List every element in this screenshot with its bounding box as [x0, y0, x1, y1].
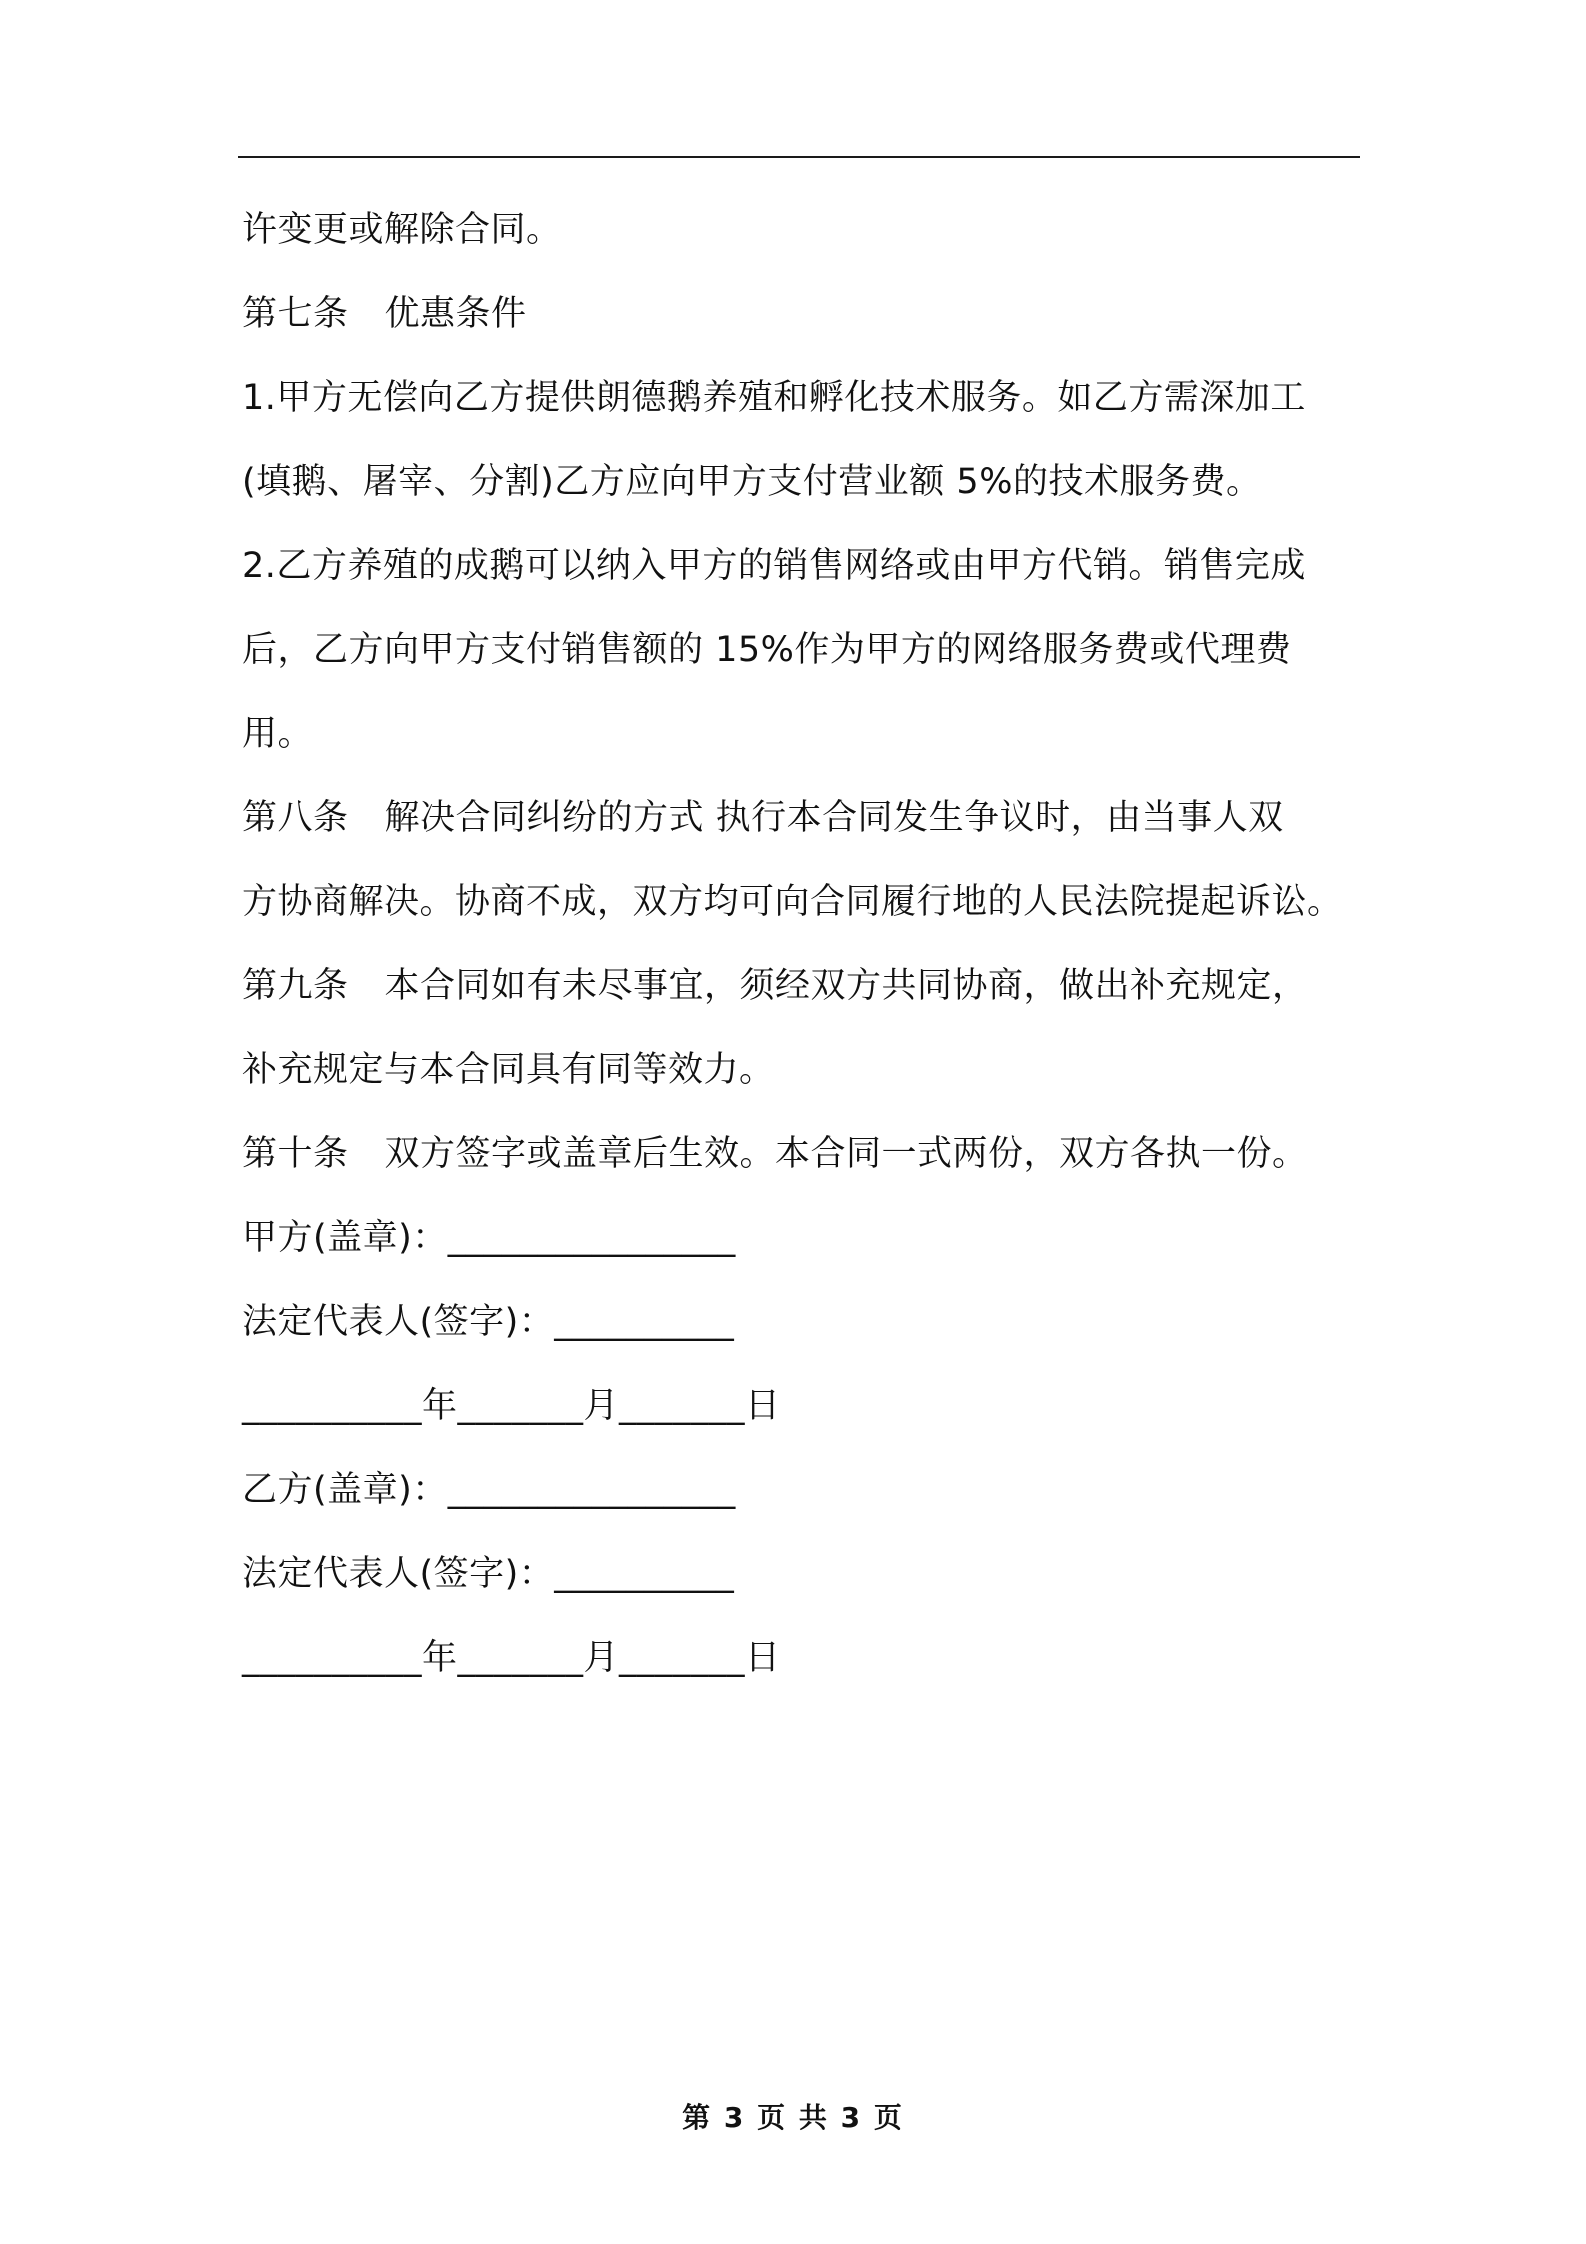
paragraph-line: 2.乙方养殖的成鹅可以纳入甲方的销售网络或由甲方代销。销售完成 — [242, 546, 1306, 586]
paragraph-line: 方协商解决。协商不成，双方均可向合同履行地的人民法院提起诉讼。 — [242, 882, 1343, 922]
article-text: 解决合同纠纷的方式 执行本合同发生争议时，由当事人双 — [384, 798, 1284, 838]
article-number: 第九条 — [242, 966, 349, 1006]
article-9-heading — [242, 944, 1362, 1028]
party-b-representative-line: 法定代表人(签字)：__________ — [242, 1554, 735, 1594]
paragraph-line: 1.甲方无偿向乙方提供朗德鹅养殖和孵化技术服务。如乙方需深加工 — [242, 378, 1306, 418]
party-b-date-line: __________年_______月_______日 — [242, 1638, 781, 1678]
paragraph-line: 后，乙方向甲方支付销售额的 15%作为甲方的网络服务费或代理费 — [242, 630, 1292, 670]
party-b-seal-line: 乙方(盖章)：________________ — [242, 1470, 736, 1510]
page-number-footer: 第 3 页 共 3 页 — [682, 2101, 904, 2134]
paragraph-line: 用。 — [242, 714, 314, 754]
article-number: 第七条 — [242, 294, 349, 334]
article-number: 第八条 — [242, 798, 349, 838]
article-7-heading — [242, 272, 1362, 356]
article-text: 双方签字或盖章后生效。本合同一式两份，双方各执一份。 — [384, 1134, 1308, 1174]
document-body — [242, 188, 1362, 1700]
party-a-representative-line: 法定代表人(签字)：__________ — [242, 1302, 735, 1342]
paragraph-line: 许变更或解除合同。 — [242, 210, 562, 250]
article-number: 第十条 — [242, 1134, 349, 1174]
article-8-heading — [242, 776, 1362, 860]
header-rule — [238, 156, 1360, 158]
paragraph-line: (填鹅、屠宰、分割)乙方应向甲方支付营业额 5%的技术服务费。 — [242, 462, 1262, 502]
article-text: 本合同如有未尽事宜，须经双方共同协商，做出补充规定， — [384, 966, 1308, 1006]
paragraph-line: 补充规定与本合同具有同等效力。 — [242, 1050, 775, 1090]
article-text: 优惠条件 — [384, 294, 527, 334]
article-10-heading — [242, 1112, 1362, 1196]
party-a-date-line: __________年_______月_______日 — [242, 1386, 781, 1426]
party-a-seal-line: 甲方(盖章)：________________ — [242, 1218, 736, 1258]
